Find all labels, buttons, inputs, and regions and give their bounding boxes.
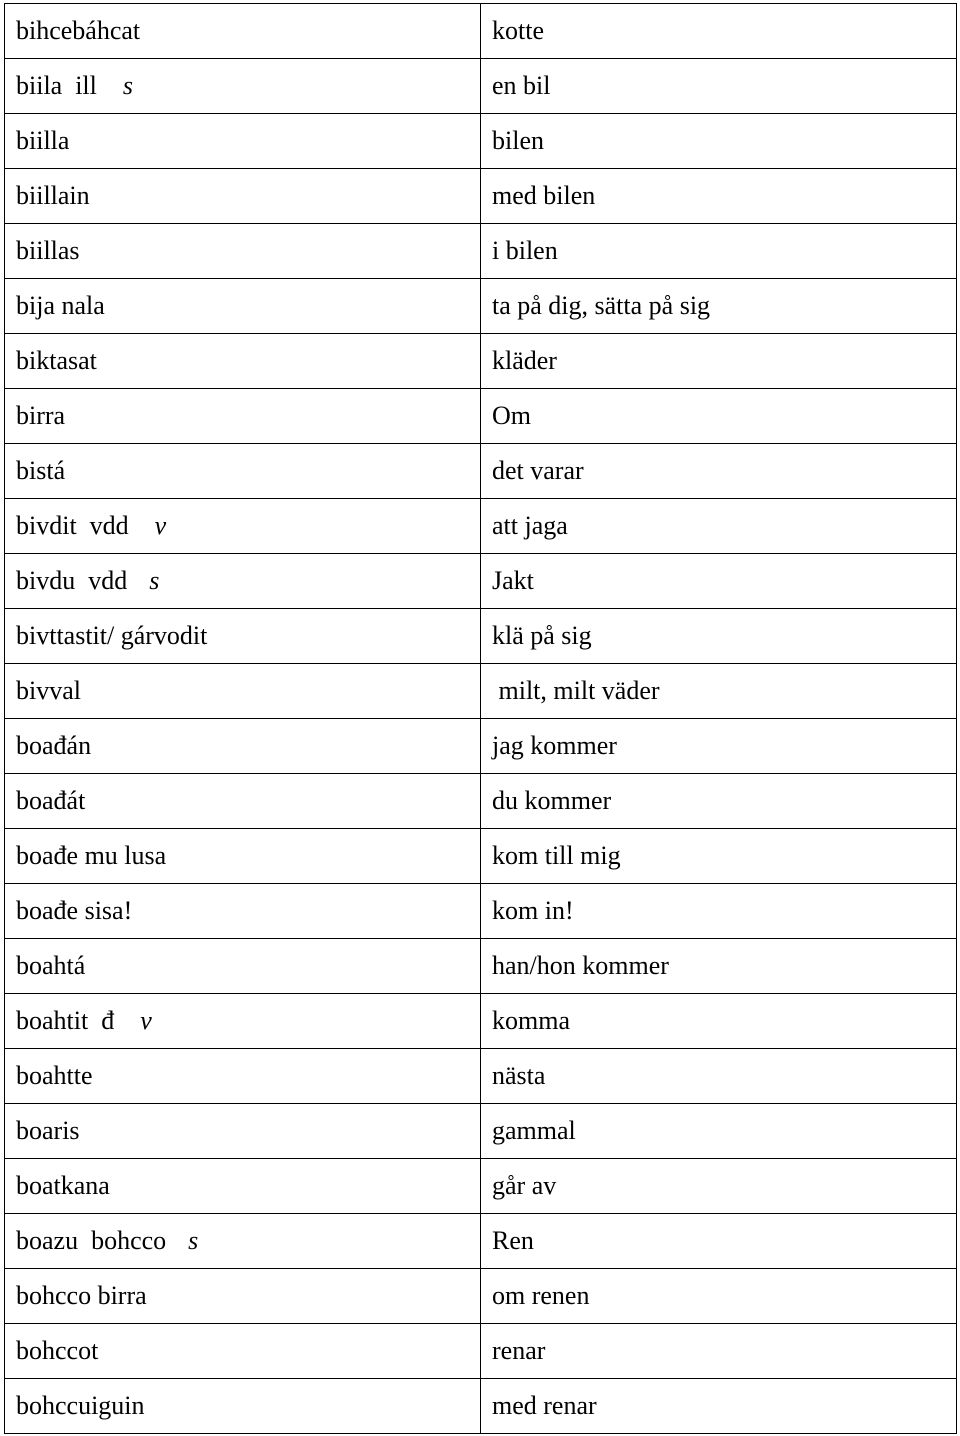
sami-word-cell	[5, 4, 481, 59]
sami-word-cell	[5, 114, 481, 169]
sami-word: bohcco birra	[16, 1281, 147, 1310]
swedish-translation: klä på sig	[492, 621, 592, 650]
table-row	[5, 334, 957, 389]
table-row	[5, 389, 957, 444]
sami-word: biilla	[16, 126, 70, 155]
swedish-translation-cell	[481, 279, 957, 334]
swedish-translation-cell	[481, 774, 957, 829]
word-class-abbreviation: s	[188, 1226, 199, 1255]
table-row	[5, 829, 957, 884]
swedish-translation-cell	[481, 1214, 957, 1269]
sami-word: biillain	[16, 181, 90, 210]
table-row	[5, 224, 957, 279]
table-row	[5, 114, 957, 169]
swedish-translation-cell	[481, 4, 957, 59]
table-row	[5, 939, 957, 994]
swedish-translation: bilen	[492, 126, 544, 155]
word-class-abbreviation: v	[154, 511, 167, 540]
swedish-translation: renar	[492, 1336, 546, 1365]
swedish-translation-cell	[481, 829, 957, 884]
table-row	[5, 1269, 957, 1324]
swedish-translation: komma	[492, 1006, 570, 1035]
sami-word-cell	[5, 1269, 481, 1324]
sami-word-cell	[5, 884, 481, 939]
vocabulary-table-body	[5, 4, 957, 1434]
sami-word-cell	[5, 554, 481, 609]
table-row	[5, 1379, 957, 1434]
sami-word-cell	[5, 829, 481, 884]
sami-word: birra	[16, 401, 66, 430]
sami-word-cell	[5, 719, 481, 774]
table-row	[5, 884, 957, 939]
sami-word-cell	[5, 939, 481, 994]
sami-word: boazu bohcco	[16, 1226, 167, 1255]
sami-word: boatkana	[16, 1171, 110, 1200]
swedish-translation-cell	[481, 389, 957, 444]
swedish-translation-cell	[481, 609, 957, 664]
swedish-translation: det varar	[492, 456, 584, 485]
table-row	[5, 609, 957, 664]
sami-word: bivttastit/ gárvodit	[16, 621, 208, 650]
sami-word: bija nala	[16, 291, 105, 320]
table-row	[5, 169, 957, 224]
table-row	[5, 279, 957, 334]
swedish-translation-cell	[481, 169, 957, 224]
swedish-translation-cell	[481, 939, 957, 994]
sami-word-cell	[5, 994, 481, 1049]
sami-word: boađe mu lusa	[16, 841, 167, 870]
swedish-translation: en bil	[492, 71, 551, 100]
sami-word: bihcebáhcat	[16, 16, 141, 45]
table-row	[5, 1324, 957, 1379]
swedish-translation-cell	[481, 59, 957, 114]
swedish-translation: om renen	[492, 1281, 590, 1310]
sami-word: boaris	[16, 1116, 80, 1145]
sami-word-cell	[5, 1379, 481, 1434]
sami-word: bivdu vdd	[16, 566, 128, 595]
swedish-translation: gammal	[492, 1116, 576, 1145]
table-row	[5, 59, 957, 114]
swedish-translation-cell	[481, 1104, 957, 1159]
sami-word: boađe sisa!	[16, 896, 133, 925]
sami-word-cell	[5, 664, 481, 719]
sami-word-cell	[5, 224, 481, 279]
word-class-abbreviation: v	[140, 1006, 152, 1035]
swedish-translation-cell	[481, 1159, 957, 1214]
sami-word: boahtte	[16, 1061, 93, 1090]
vocabulary-table	[4, 3, 957, 1434]
swedish-translation: kläder	[492, 346, 557, 375]
table-row	[5, 4, 957, 59]
swedish-translation-cell	[481, 554, 957, 609]
swedish-translation-cell	[481, 444, 957, 499]
swedish-translation: Om	[492, 401, 531, 430]
sami-word-cell	[5, 499, 481, 554]
table-row	[5, 1214, 957, 1269]
sami-word-cell	[5, 1324, 481, 1379]
swedish-translation: du kommer	[492, 786, 612, 815]
swedish-translation: Jakt	[492, 566, 534, 595]
table-row	[5, 1159, 957, 1214]
swedish-translation: i bilen	[492, 236, 558, 265]
swedish-translation: med bilen	[492, 181, 596, 210]
sami-word-cell	[5, 59, 481, 114]
sami-word-cell	[5, 334, 481, 389]
swedish-translation: kotte	[492, 16, 544, 45]
sami-word: boađát	[16, 786, 86, 815]
swedish-translation-cell	[481, 1049, 957, 1104]
table-row	[5, 1049, 957, 1104]
word-class-abbreviation: s	[122, 71, 134, 100]
sami-word: biila ill	[16, 71, 97, 100]
table-row	[5, 994, 957, 1049]
swedish-translation: med renar	[492, 1391, 597, 1420]
swedish-translation: kom till mig	[492, 841, 621, 870]
swedish-translation: kom in!	[492, 896, 574, 925]
swedish-translation-cell	[481, 994, 957, 1049]
swedish-translation: nästa	[492, 1061, 546, 1090]
sami-word: boađán	[16, 731, 92, 760]
swedish-translation: milt, milt väder	[492, 676, 660, 705]
swedish-translation: går av	[492, 1171, 557, 1200]
sami-word-cell	[5, 1159, 481, 1214]
swedish-translation-cell	[481, 499, 957, 554]
table-row	[5, 1104, 957, 1159]
swedish-translation: jag kommer	[492, 731, 617, 760]
table-row	[5, 554, 957, 609]
sami-word-cell	[5, 609, 481, 664]
sami-word: biillas	[16, 236, 80, 265]
swedish-translation: han/hon kommer	[492, 951, 669, 980]
sami-word: bivdit vdd	[16, 511, 129, 540]
swedish-translation-cell	[481, 1379, 957, 1434]
swedish-translation-cell	[481, 719, 957, 774]
swedish-translation: ta på dig, sätta på sig	[492, 291, 711, 320]
sami-word-cell	[5, 1104, 481, 1159]
table-row	[5, 719, 957, 774]
sami-word-cell	[5, 1214, 481, 1269]
sami-word: boahtit đ	[16, 1006, 115, 1035]
table-row	[5, 664, 957, 719]
sami-word-cell	[5, 1049, 481, 1104]
sami-word: biktasat	[16, 346, 97, 375]
swedish-translation-cell	[481, 1269, 957, 1324]
swedish-translation-cell	[481, 664, 957, 719]
swedish-translation-cell	[481, 1324, 957, 1379]
table-row	[5, 444, 957, 499]
swedish-translation: Ren	[492, 1226, 534, 1255]
swedish-translation: att jaga	[492, 511, 568, 540]
sami-word-cell	[5, 169, 481, 224]
sami-word-cell	[5, 444, 481, 499]
sami-word-cell	[5, 279, 481, 334]
sami-word: bistá	[16, 456, 66, 485]
swedish-translation-cell	[481, 334, 957, 389]
sami-word: boahtá	[16, 951, 86, 980]
sami-word: bohccuiguin	[16, 1391, 145, 1420]
swedish-translation-cell	[481, 114, 957, 169]
swedish-translation-cell	[481, 884, 957, 939]
word-class-abbreviation: s	[149, 566, 160, 595]
sami-word-cell	[5, 774, 481, 829]
sami-word: bivval	[16, 676, 81, 705]
table-row	[5, 774, 957, 829]
swedish-translation-cell	[481, 224, 957, 279]
sami-word: bohccot	[16, 1336, 99, 1365]
sami-word-cell	[5, 389, 481, 444]
table-row	[5, 499, 957, 554]
